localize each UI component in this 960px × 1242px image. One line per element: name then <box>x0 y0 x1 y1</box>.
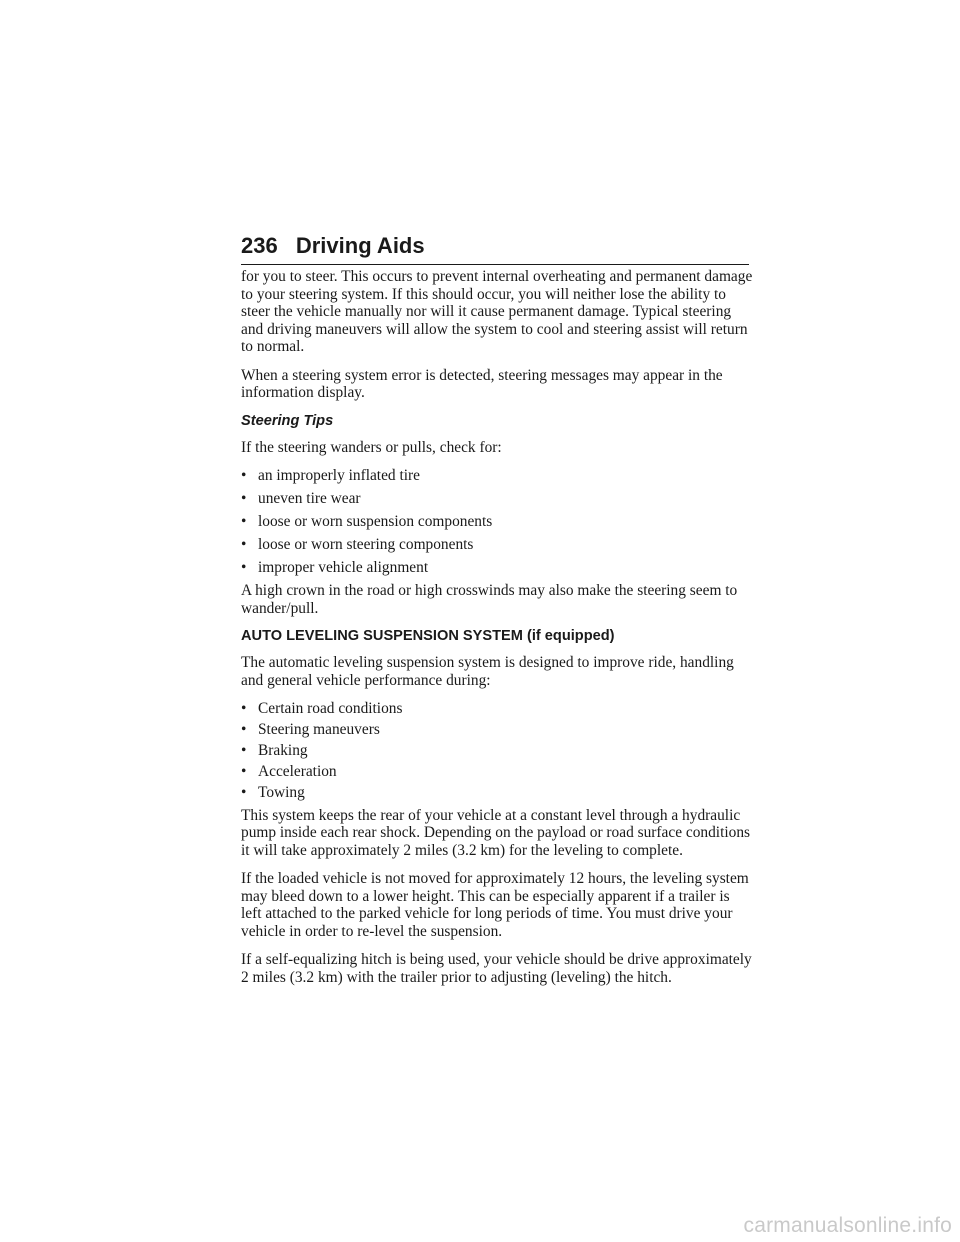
list-item: • uneven tire wear <box>241 490 753 508</box>
list-item: • an improperly inflated tire <box>241 467 753 485</box>
list-item: • Certain road conditions <box>241 700 753 718</box>
list-item: • loose or worn steering components <box>241 536 753 554</box>
paragraph-crosswinds: A high crown in the road or high crosswinds may also make the steering seem to wander/pull. <box>241 582 738 617</box>
section-title: Driving Aids <box>295 233 425 258</box>
list-item: • improper vehicle alignment <box>241 559 753 577</box>
paragraph-hydraulic-pump: This system keeps the rear of your vehicle at a constant level through a hydraulic pump inside each rear shock. Depending on the payload or road surface conditions it will take approximately 2 miles (3.2 km) for the leveling to complete. <box>241 806 751 859</box>
list-item: • Acceleration <box>241 763 753 781</box>
list-item: • Towing <box>241 784 753 802</box>
paragraph-check-for: If the steering wanders or pulls, check for: <box>241 438 502 456</box>
steering-check-list <box>241 467 753 577</box>
paragraph-leveling-intro: The automatic leveling suspension system is designed to improve ride, handling and general vehicle performance during: <box>241 654 734 689</box>
conditions-list <box>241 700 753 802</box>
paragraph-steering-error: When a steering system error is detected, steering messages may appear in the information display. <box>241 366 723 401</box>
list-item: • loose or worn suspension components <box>241 513 753 531</box>
watermark: carmanualsonline.info <box>743 1214 952 1237</box>
auto-leveling-heading: AUTO LEVELING SUSPENSION SYSTEM (if equipped) <box>241 628 615 644</box>
paragraph-bleed-down: If the loaded vehicle is not moved for approximately 12 hours, the leveling system may bleed down to a lower height. This can be especially apparent if a trailer is left attached to the parked vehicle for long periods of time. You must drive your vehicle in order to re-level the suspension. <box>241 870 749 940</box>
page-header <box>241 228 749 265</box>
list-item: • Braking <box>241 742 753 760</box>
list-item: • Steering maneuvers <box>241 721 753 739</box>
page-number: 236 <box>241 233 278 258</box>
page-content <box>241 268 753 997</box>
paragraph-steering-overheat: for you to steer. This occurs to prevent internal overheating and permanent damage to your steering system. If this should occur, you will neither lose the ability to steer the vehicle manually nor will it cause permanent damage. Typical steering and driving maneuvers will allow the system to cool and steering assist will return to normal. <box>241 268 753 355</box>
steering-tips-heading: Steering Tips <box>241 412 334 429</box>
paragraph-equalizing-hitch: If a self-equalizing hitch is being used, your vehicle should be drive approximately 2 miles (3.2 km) with the trailer prior to adjusting (leveling) the hitch. <box>241 951 752 986</box>
